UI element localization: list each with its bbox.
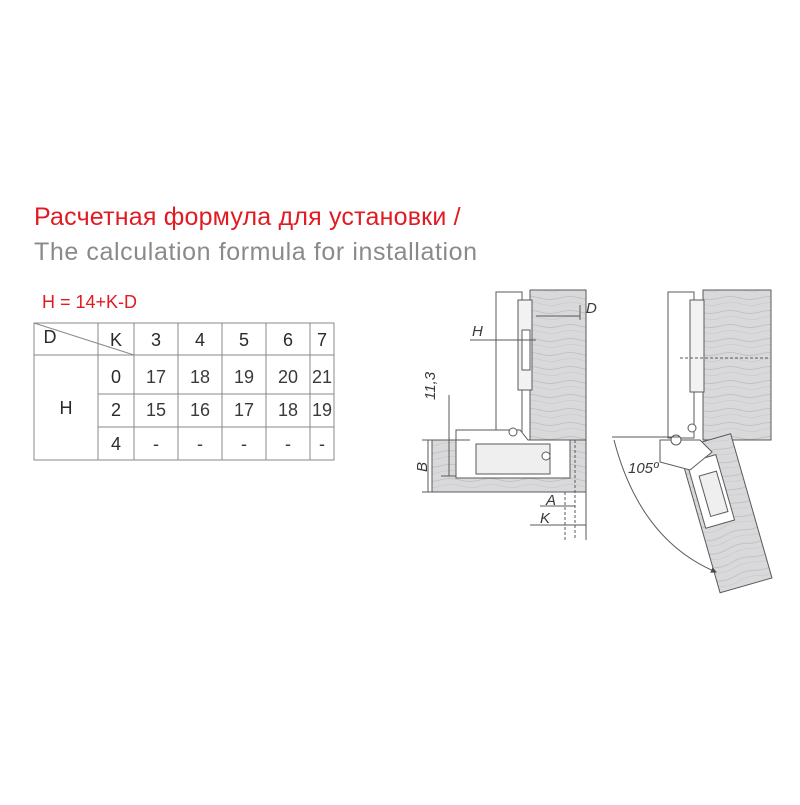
table-cell: 18 [189, 367, 211, 387]
label-b: B [414, 461, 431, 472]
table-cell: 17 [145, 367, 167, 387]
table-cell: 16 [189, 400, 211, 420]
d-value-5: 5 [238, 330, 249, 350]
table-cell: 17 [233, 400, 255, 420]
d-value-6: 6 [282, 330, 293, 350]
table-corner-k: K [109, 330, 122, 350]
table-cell: - [285, 434, 291, 454]
title-en: The calculation formula for installation [34, 238, 478, 266]
label-d: D [586, 300, 597, 317]
table-cell: 21 [311, 367, 333, 387]
title-ru: Расчетная формула для установки / [34, 203, 461, 231]
table-cell: 19 [233, 367, 255, 387]
d-value-3: 3 [150, 330, 161, 350]
label-a: A [546, 492, 557, 509]
table-corner-d: D [43, 327, 57, 347]
label-h: H [472, 323, 483, 340]
table-cell: 15 [145, 400, 167, 420]
table-cell: 19 [311, 400, 333, 420]
table-cell: - [197, 434, 203, 454]
k-value-2: 2 [110, 400, 121, 420]
table-cell: - [153, 434, 159, 454]
table-cell: - [319, 434, 325, 454]
k-value-4: 4 [110, 434, 121, 454]
label-k: K [540, 510, 551, 527]
d-value-4: 4 [194, 330, 205, 350]
label-11-3: 11,3 [422, 371, 439, 400]
label-angle: 105º [628, 460, 659, 477]
d-value-7: 7 [316, 330, 327, 350]
table-cell: 20 [277, 367, 299, 387]
formula: H = 14+K-D [42, 292, 138, 312]
row-label-h: H [59, 398, 73, 418]
k-value-0: 0 [110, 367, 121, 387]
open-hinge-section [612, 290, 772, 593]
table-cell: 18 [277, 400, 299, 420]
closed-hinge-section [422, 290, 586, 540]
table-cell: - [241, 434, 247, 454]
